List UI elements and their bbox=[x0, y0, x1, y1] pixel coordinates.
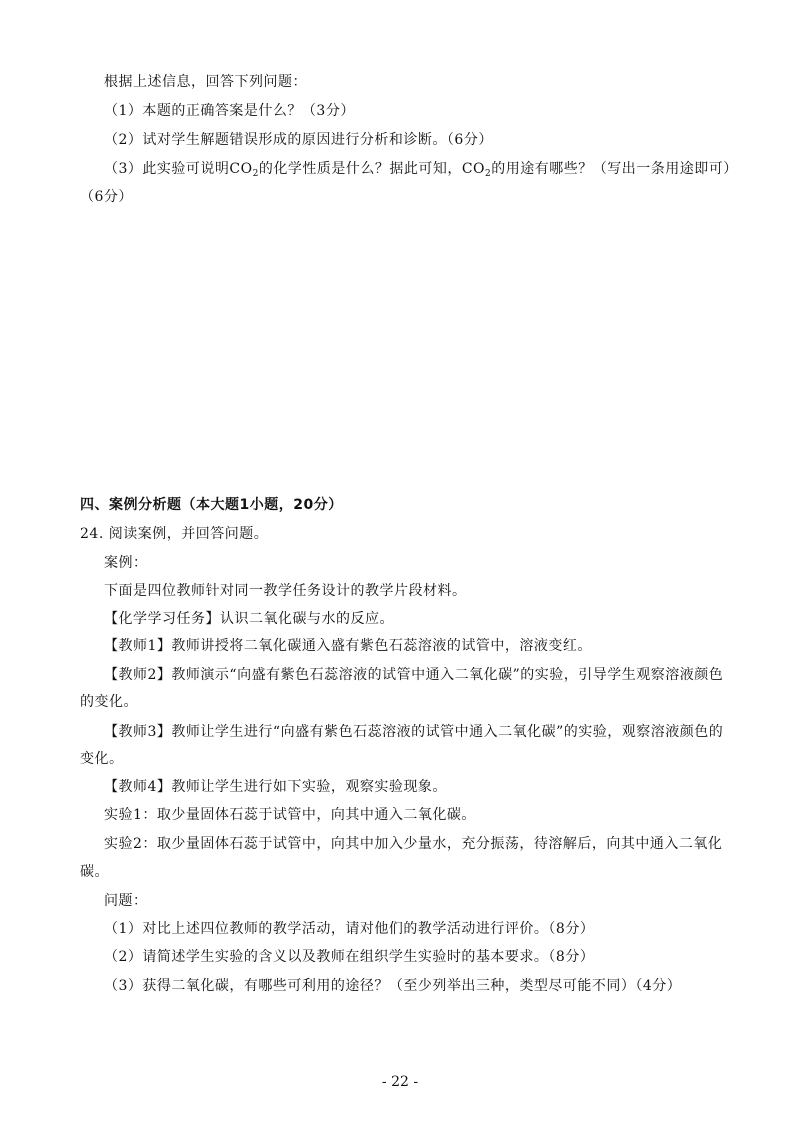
subscript-2: 2 bbox=[252, 169, 259, 179]
question-3-points: （6分） bbox=[80, 189, 133, 205]
case-question-3: （3）获得二氧化碳，有哪些可利用的途径？（至少列举出三种，类型尽可能不同）（4分） bbox=[104, 978, 682, 994]
teacher-2-line-1: 【教师2】教师演示“向盛有紫色石蕊溶液的试管中通入二氧化碳”的实验，引导学生观察溶液颜色 bbox=[104, 667, 724, 683]
question-3-part3: 的用途有哪些？（写出一条用途即可） bbox=[491, 161, 738, 177]
question-3-part1: （3）此实验可说明CO bbox=[104, 161, 253, 177]
teacher-2-line-2: 的变化。 bbox=[80, 694, 138, 710]
teacher-4: 【教师4】教师让学生进行如下实验，观察实验现象。 bbox=[104, 779, 447, 795]
question-2: （2）试对学生解题错误形成的原因进行分析和诊断。（6分） bbox=[104, 132, 493, 148]
teacher-3-line-1: 【教师3】教师让学生进行“向盛有紫色石蕊溶液的试管中通入二氧化碳”的实验，观察溶液颜色的 bbox=[104, 724, 724, 740]
page-number: - 22 - bbox=[381, 1074, 419, 1090]
experiment-1: 实验1：取少量固体石蕊于试管中，向其中通入二氧化碳。 bbox=[104, 807, 476, 823]
question-3 bbox=[104, 159, 738, 179]
subscript-2: 2 bbox=[485, 169, 492, 179]
section-heading: 四、案例分析题（本大题1小题，20分） bbox=[80, 497, 343, 513]
intro-text: 根据上述信息，回答下列问题： bbox=[104, 74, 307, 90]
case-question-1: （1）对比上述四位教师的教学活动，请对他们的教学活动进行评价。（8分） bbox=[104, 921, 595, 937]
experiment-2-line-1: 实验2：取少量固体石蕊于试管中，向其中加入少量水，充分振荡，待溶解后，向其中通入二氧化 bbox=[104, 836, 723, 852]
teacher-3-line-2: 变化。 bbox=[80, 751, 124, 767]
question-1: （1）本题的正确答案是什么？（3分） bbox=[104, 103, 355, 119]
question-3-part2: 的化学性质是什么？据此可知，CO bbox=[258, 161, 486, 177]
case-question-2: （2）请简述学生实验的含义以及教师在组织学生实验时的基本要求。（8分） bbox=[104, 949, 595, 965]
experiment-2-line-2: 碳。 bbox=[80, 864, 109, 880]
questions-label: 问题： bbox=[104, 893, 148, 909]
case-intro: 下面是四位教师针对同一教学任务设计的教学片段材料。 bbox=[104, 583, 467, 599]
learning-task: 【化学学习任务】认识二氧化碳与水的反应。 bbox=[104, 611, 394, 627]
teacher-1: 【教师1】教师讲授将二氧化碳通入盛有紫色石蕊溶液的试管中，溶液变红。 bbox=[104, 638, 592, 654]
question-24: 24. 阅读案例，并回答问题。 bbox=[80, 526, 269, 542]
case-label: 案例： bbox=[104, 555, 148, 571]
